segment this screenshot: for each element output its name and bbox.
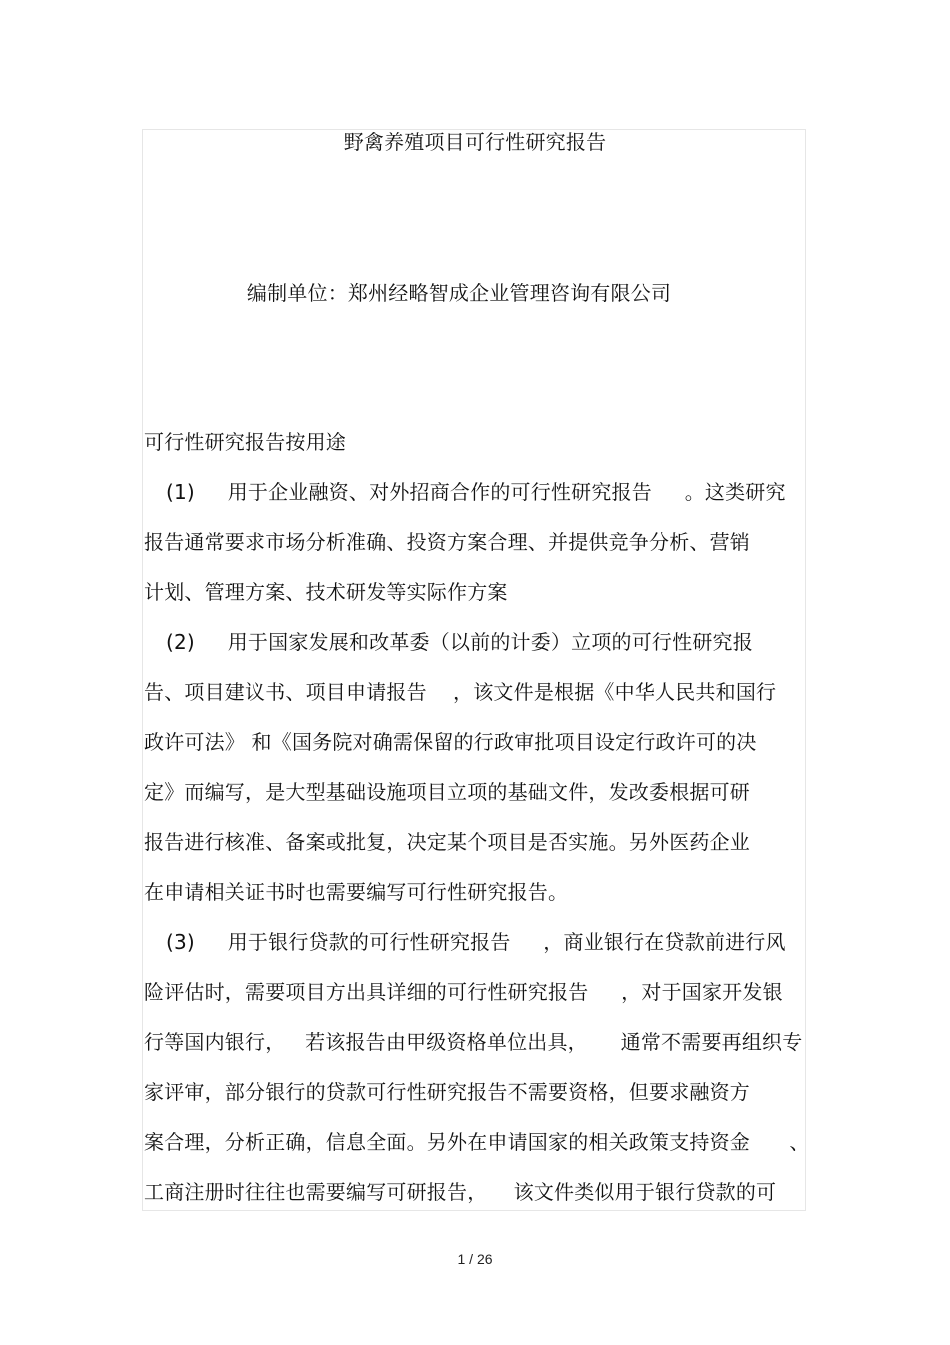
body-line: (2) 用于国家发展和改革委（以前的计委）立项的可行性研究报 xyxy=(166,630,753,654)
page-number: 1 / 26 xyxy=(457,1251,493,1267)
body-line: 工商注册时往往也需要编写可研报告， 该文件类似用于银行贷款的可 xyxy=(144,1180,777,1204)
body-line: 在申请相关证书时也需要编写可行性研究报告。 xyxy=(144,880,569,904)
section-heading: 可行性研究报告按用途 xyxy=(144,430,346,454)
document-title: 野禽养殖项目可行性研究报告 xyxy=(343,130,607,154)
body-line: 告、项目建议书、项目申请报告 ，该文件是根据《中华人民共和国行 xyxy=(144,680,777,704)
body-line: (1) 用于企业融资、对外招商合作的可行性研究报告 。这类研究 xyxy=(166,480,786,504)
body-line: 家评审，部分银行的贷款可行性研究报告不需要资格，但要求融资方 xyxy=(144,1080,750,1104)
body-line: 案合理，分析正确，信息全面。另外在申请国家的相关政策支持资金 、 xyxy=(144,1130,810,1154)
body-line: 报告进行核准、备案或批复，决定某个项目是否实施。另外医药企业 xyxy=(144,830,750,854)
compiler-line: 编制单位：郑州经略智成企业管理咨询有限公司 xyxy=(246,281,672,305)
body-line: 政许可法》 和《国务院对确需保留的行政审批项目设定行政许可的决 xyxy=(144,730,757,754)
body-line: 险评估时，需要项目方出具详细的可行性研究报告 ，对于国家开发银 xyxy=(144,980,783,1004)
body-line: (3) 用于银行贷款的可行性研究报告 ，商业银行在贷款前进行风 xyxy=(166,930,786,954)
body-line: 报告通常要求市场分析准确、投资方案合理、并提供竞争分析、营销 xyxy=(144,530,750,554)
body-line: 定》而编写，是大型基础设施项目立项的基础文件，发改委根据可研 xyxy=(144,780,750,804)
body-line: 行等国内银行， 若该报告由甲级资格单位出具， 通常不需要再组织专 xyxy=(144,1030,803,1054)
body-line: 计划、管理方案、技术研发等实际作方案 xyxy=(144,580,508,604)
